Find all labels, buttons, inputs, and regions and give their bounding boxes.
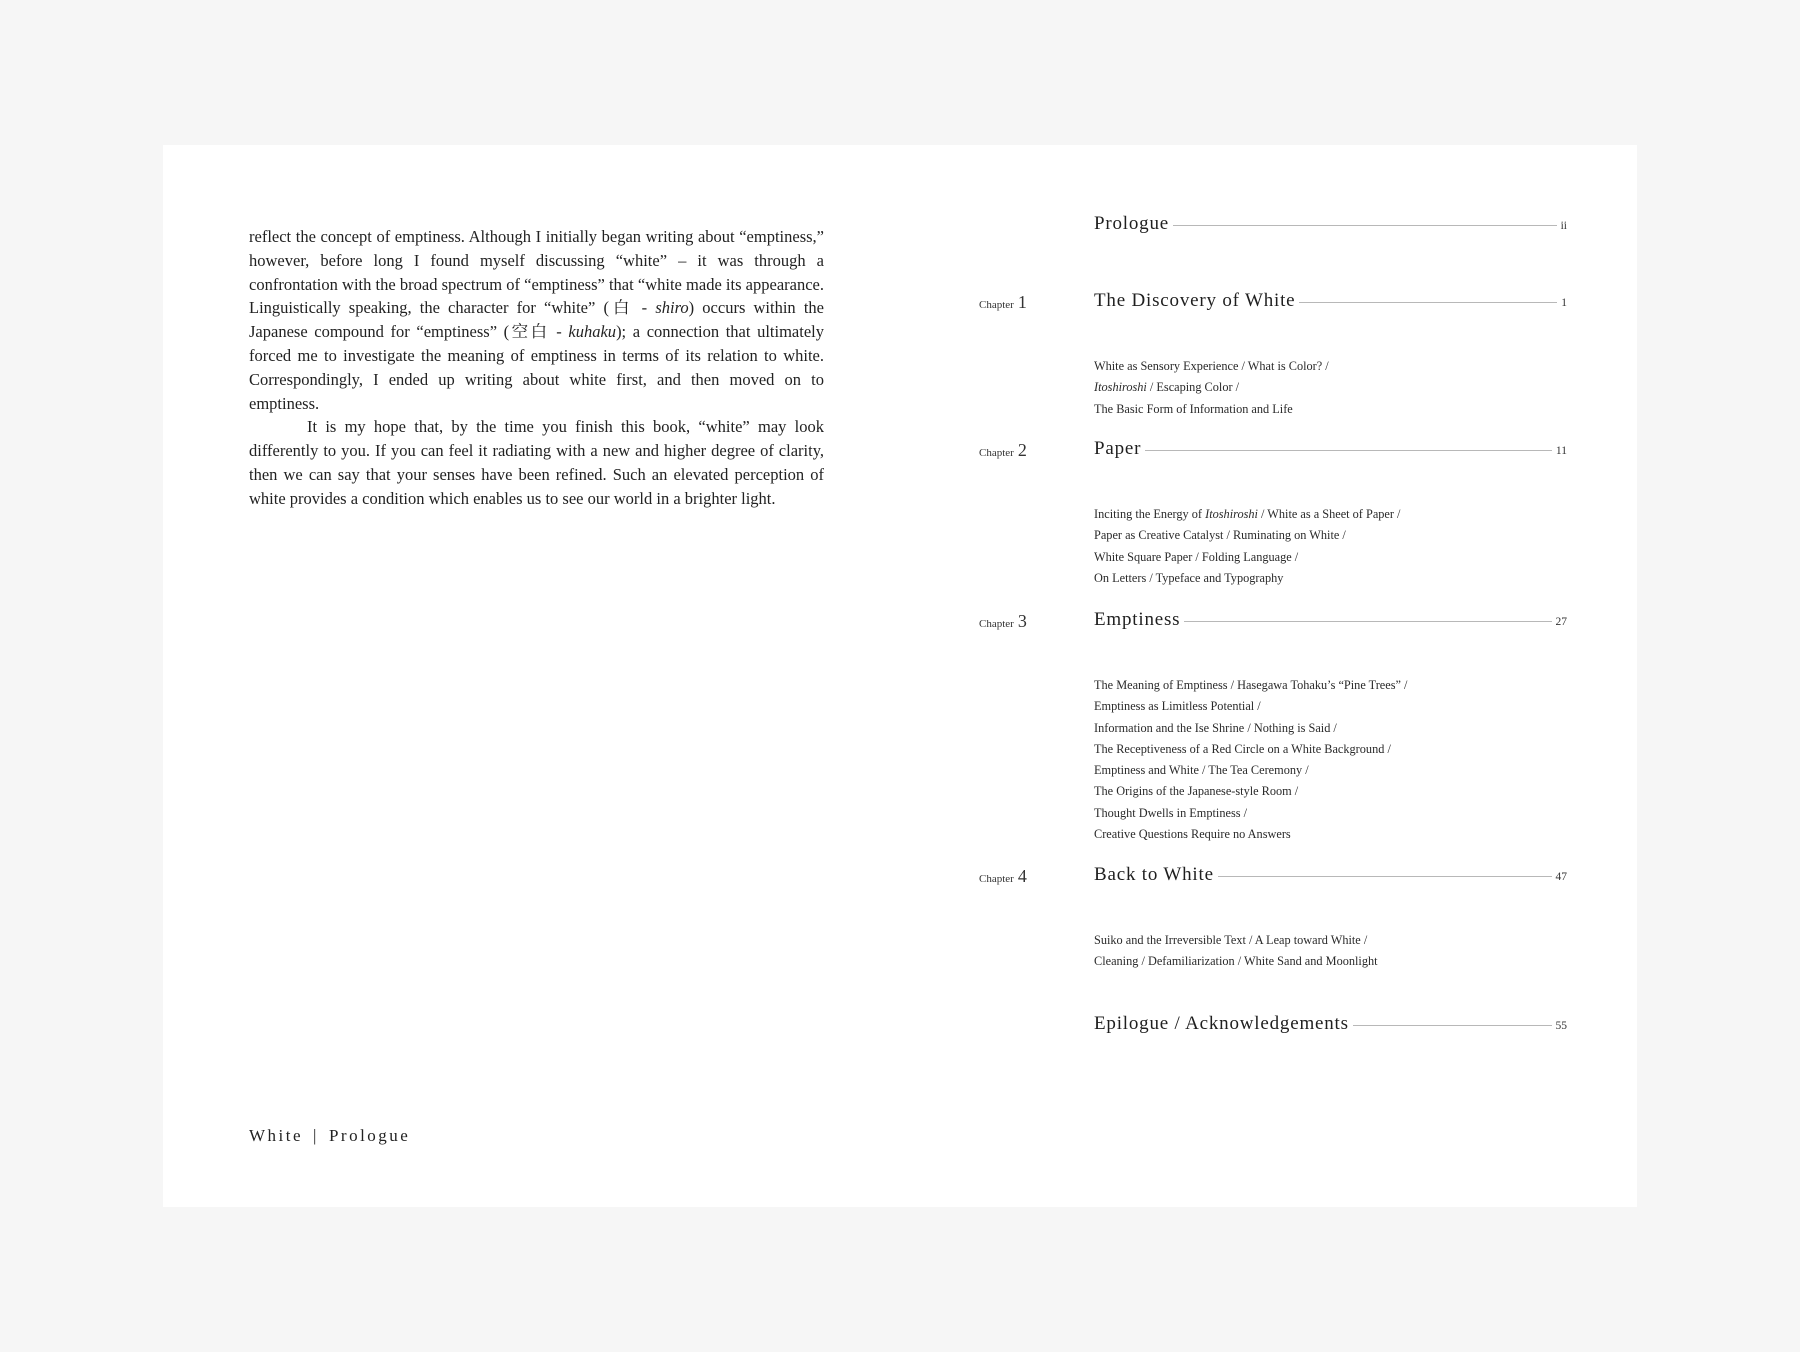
footer-separator: | — [313, 1126, 319, 1145]
text-run: Inciting the Energy of — [1094, 507, 1206, 521]
toc-epilogue-title: Epilogue / Acknowledgements — [1094, 1013, 1349, 1034]
chapter-4-label — [979, 866, 1079, 887]
subtopic-line — [1094, 781, 1514, 802]
toc-leader-line — [1184, 621, 1551, 622]
toc-leader-line — [1353, 1025, 1552, 1026]
toc-chapter-1-title: The Discovery of White — [1094, 290, 1296, 311]
text-run: The Basic Form of Information and Life — [1094, 401, 1293, 416]
toc-leader-line — [1173, 225, 1557, 226]
text-run: / Escaping Color / — [1146, 380, 1240, 395]
book-spread — [163, 145, 1637, 1207]
chapter-word: Chapter — [979, 299, 1014, 311]
subtopic-line — [1094, 718, 1514, 739]
toc-epilogue-page: 55 — [1555, 1020, 1567, 1032]
toc-prologue-title: Prologue — [1094, 213, 1170, 234]
toc-entry-chapter-2[interactable] — [1094, 438, 1567, 460]
subtopic-line — [1094, 760, 1514, 781]
text-run: Emptiness and White / The Tea Ceremony / — [1094, 763, 1309, 778]
subtopic-line — [1094, 824, 1514, 845]
text-run: White Square Paper / Folding Language / — [1094, 549, 1299, 564]
text-run: / White as a Sheet of Paper / — [1257, 507, 1401, 521]
text-run: The Origins of the Japanese-style Room / — [1094, 784, 1299, 799]
text-run: reflect the concept of emptiness. Although I initially began writing about “emptiness,” however, before long I found myself discussing “white” – it was through a confrontation with the broad spectrum of “emptiness” that “white made its appearance. Linguistically speaking, the character for “white” (白 - — [249, 227, 824, 318]
chapter-1-subtopics — [1094, 356, 1514, 420]
subtopic-line — [1094, 504, 1514, 525]
italic-term: Itoshiroshi — [1205, 507, 1258, 521]
toc-chapter-3-title: Emptiness — [1094, 609, 1181, 630]
subtopic-line — [1094, 930, 1514, 951]
chapter-2-subtopics — [1094, 504, 1514, 589]
text-run: Suiko and the Irreversible Text / A Leap toward White / — [1094, 933, 1368, 947]
subtopic-line — [1094, 951, 1514, 972]
subtopic-line — [1094, 568, 1514, 589]
subtopic-line — [1094, 525, 1514, 546]
toc-chapter-1-page: 1 — [1561, 297, 1567, 309]
toc-entry-chapter-4[interactable] — [1094, 864, 1567, 886]
chapter-word: Chapter — [979, 873, 1014, 885]
prose-paragraph — [249, 225, 824, 415]
toc-entry-chapter-1[interactable] — [1094, 290, 1567, 312]
chapter-number: 1 — [1017, 292, 1027, 312]
chapter-word: Chapter — [979, 618, 1014, 630]
chapter-number: 4 — [1017, 866, 1027, 886]
subtopic-line — [1094, 696, 1514, 717]
toc-chapter-4-page: 47 — [1555, 871, 1567, 883]
chapter-2-label — [979, 440, 1079, 461]
italic-term: Itoshiroshi — [1094, 380, 1147, 395]
running-footer — [249, 1126, 410, 1146]
text-run: Paper as Creative Catalyst / Ruminating on White / — [1094, 528, 1346, 543]
text-run: Thought Dwells in Emptiness / — [1094, 805, 1248, 820]
chapter-number: 2 — [1017, 440, 1027, 460]
chapter-1-label — [979, 292, 1079, 313]
chapter-4-subtopics — [1094, 930, 1514, 973]
text-run: White as Sensory Experience / What is Color? / — [1094, 359, 1329, 373]
footer-book-title: White — [249, 1126, 304, 1145]
footer-section-title: Prologue — [328, 1126, 411, 1145]
toc-entry-chapter-3[interactable] — [1094, 609, 1567, 631]
subtopic-line — [1094, 675, 1514, 696]
toc-chapter-2-title: Paper — [1094, 438, 1142, 459]
subtopic-line — [1094, 399, 1514, 420]
text-run: Cleaning / Defamiliarization / White Sand and Moonlight — [1094, 954, 1378, 969]
toc-chapter-2-page: 11 — [1555, 445, 1567, 457]
prose-paragraph — [249, 415, 824, 510]
toc-prologue-page: ii — [1560, 220, 1567, 232]
subtopic-line — [1094, 739, 1514, 760]
toc-chapter-4-title: Back to White — [1094, 864, 1214, 885]
chapter-3-label — [979, 611, 1079, 632]
chapter-3-subtopics — [1094, 675, 1514, 845]
toc-leader-line — [1145, 450, 1552, 451]
text-run: It is my hope that, by the time you finish this book, “white” may look differently to you. If you can feel it radiating with a new and higher degree of clarity, then we can say that your senses have been refined. Such an elevated perception of white provides a condition which enables us to see our world in a brighter light. — [249, 417, 824, 508]
text-run: ); a connection that ultimately forced me to investigate the meaning of emptiness in terms of its relation to white. Correspondingly, I ended up writing about white first, and then moved on to emptiness. — [249, 322, 824, 413]
prologue-text — [249, 225, 824, 511]
toc-entry-prologue[interactable] — [1094, 213, 1567, 235]
toc-leader-line — [1218, 876, 1552, 877]
italic-term: kuhaku — [568, 322, 617, 342]
chapter-word: Chapter — [979, 447, 1014, 459]
subtopic-line — [1094, 377, 1514, 398]
subtopic-line — [1094, 356, 1514, 377]
toc-entry-epilogue[interactable] — [1094, 1013, 1567, 1035]
subtopic-line — [1094, 547, 1514, 568]
text-run: The Meaning of Emptiness / Hasegawa Tohaku’s “Pine Trees” / — [1094, 678, 1408, 692]
text-run: Information and the Ise Shrine / Nothing is Said / — [1094, 720, 1337, 735]
italic-term: shiro — [655, 298, 689, 318]
chapter-number: 3 — [1017, 611, 1027, 631]
toc-leader-line — [1299, 302, 1557, 303]
text-run: ) occurs within the Japanese compound for “emptiness” (空白 - — [249, 298, 824, 342]
subtopic-line — [1094, 803, 1514, 824]
text-run: Creative Questions Require no Answers — [1094, 827, 1291, 842]
toc-chapter-3-page: 27 — [1555, 616, 1567, 628]
text-run: Emptiness as Limitless Potential / — [1094, 699, 1261, 714]
text-run: On Letters / Typeface and Typography — [1094, 570, 1284, 585]
text-run: The Receptiveness of a Red Circle on a White Background / — [1094, 741, 1391, 756]
